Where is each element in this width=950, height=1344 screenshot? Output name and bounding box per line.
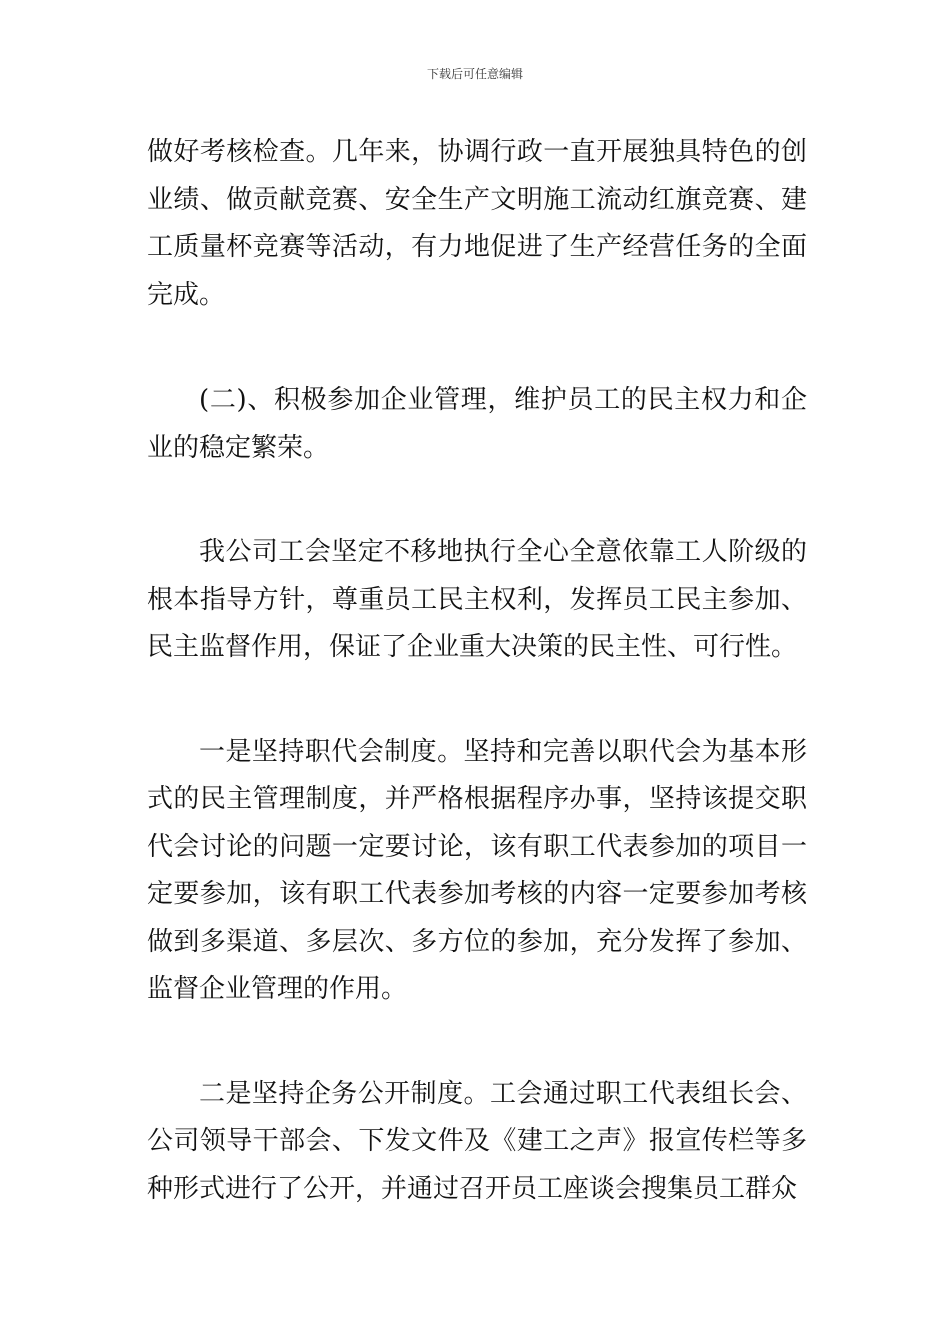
page-header: 下载后可任意编辑: [426, 67, 523, 81]
paragraph-union-policy: 我公司工会坚定不移地执行全心全意依靠工人阶级的根本指导方针，尊重员工民主权利，发挥员工民主参加、民主监督作用，保证了企业重大决策的民主性、可行性。: [147, 537, 807, 662]
document-body: [147, 129, 807, 1213]
paragraph-congress-system: 一是坚持职代会制度。坚持和完善以职代会为基本形式的民主管理制度，并严格根据程序办事，坚持该提交职代会讨论的问题一定要讨论，该有职工代表参加的项目一定要参加，该有职工代表参加考核的内容一定要参加考核做到多渠道、多层次、多方位的参加，充分发挥了参加、监督企业管理的作用。: [147, 736, 807, 1004]
section-heading-2: (二)、积极参加企业管理，维护员工的民主权力和企业的稳定繁荣。: [147, 385, 807, 463]
paragraph-affairs-disclosure: 二是坚持企务公开制度。工会通过职工代表组长会、公司领导干部会、下发文件及《建工之声》报宣传栏等多种形式进行了公开，并通过召开员工座谈会搜集员工群众: [147, 1078, 807, 1204]
paragraph-continuation: 做好考核检查。几年来，协调行政一直开展独具特色的创业绩、做贡献竞赛、安全生产文明施工流动红旗竞赛、建工质量杯竞赛等活动，有力地促进了生产经营任务的全面完成。: [147, 137, 807, 310]
